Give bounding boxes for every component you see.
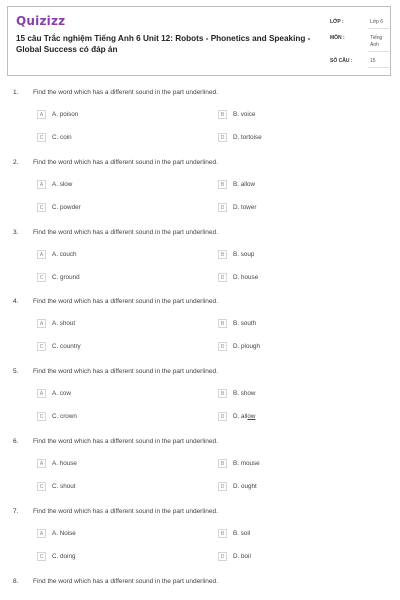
option-letter-box[interactable]: A xyxy=(37,529,46,538)
option-letter-box[interactable]: D xyxy=(218,273,227,282)
option-text: C. crown xyxy=(52,413,77,420)
option-letter-box[interactable]: C xyxy=(37,412,46,421)
option-letter-box[interactable]: A xyxy=(37,180,46,189)
option-text: D. plough xyxy=(233,343,260,350)
option-text: C. shout xyxy=(52,483,76,490)
worksheet-meta xyxy=(330,13,392,73)
option-text: B. soup xyxy=(233,251,255,258)
option-letter-box[interactable]: D xyxy=(218,552,227,561)
option-text: C. doing xyxy=(52,553,76,560)
question-number: 4. xyxy=(13,298,19,305)
question-text: Find the word which has a different sound in the part underlined. xyxy=(33,578,218,585)
question-number: 1. xyxy=(13,89,19,96)
option-text: D. tortoise xyxy=(233,134,262,141)
option-letter-box[interactable]: C xyxy=(37,342,46,351)
option-text: C. powder xyxy=(52,204,81,211)
option-letter-box[interactable]: A xyxy=(37,389,46,398)
option-letter-box[interactable]: D xyxy=(218,412,227,421)
worksheet-title: 15 câu Trắc nghiệm Tiếng Anh 6 Unit 12: Robots - Phonetics and Speaking - Global Success có đáp án xyxy=(16,34,311,54)
option-letter-box[interactable]: D xyxy=(218,203,227,212)
question-text: Find the word which has a different sound in the part underlined. xyxy=(33,368,218,375)
meta-divider xyxy=(368,28,390,29)
option-text: C. coin xyxy=(52,134,72,141)
option-text: A. shout xyxy=(52,320,76,327)
question-text: Find the word which has a different sound in the part underlined. xyxy=(33,89,218,96)
option-letter-box[interactable]: C xyxy=(37,482,46,491)
option-letter-box[interactable]: C xyxy=(37,203,46,212)
option-text: D. boil xyxy=(233,553,251,560)
meta-value-class: Lớp 6 xyxy=(370,19,384,25)
option-letter-box[interactable]: C xyxy=(37,552,46,561)
meta-divider xyxy=(368,51,390,52)
option-letter-box[interactable]: B xyxy=(218,250,227,259)
option-text: A. Noise xyxy=(52,530,76,537)
option-letter-box[interactable]: A xyxy=(37,250,46,259)
option-text: D. house xyxy=(233,274,259,281)
option-letter-box[interactable]: B xyxy=(218,529,227,538)
option-letter-box[interactable]: A xyxy=(37,110,46,119)
meta-value-subject: Tiếng Anh xyxy=(370,35,383,48)
option-text: A. slow xyxy=(52,181,73,188)
option-text: A. cow xyxy=(52,390,71,397)
option-text: B. voice xyxy=(233,111,256,118)
meta-label-count: SỐ CÂU : xyxy=(330,58,353,64)
question-number: 7. xyxy=(13,508,19,515)
question-number: 2. xyxy=(13,159,19,166)
option-text: A. poison xyxy=(52,111,79,118)
question-number: 8. xyxy=(13,578,19,585)
option-letter-box[interactable]: C xyxy=(37,133,46,142)
option-letter-box[interactable]: B xyxy=(218,319,227,328)
question-text: Find the word which has a different sound in the part underlined. xyxy=(33,229,218,236)
meta-label-class: LỚP : xyxy=(330,19,344,25)
option-text: A. house xyxy=(52,460,77,467)
option-text: D. ought xyxy=(233,483,257,490)
question-text: Find the word which has a different sound in the part underlined. xyxy=(33,159,218,166)
question-text: Find the word which has a different sound in the part underlined. xyxy=(33,438,218,445)
option-letter-box[interactable]: B xyxy=(218,180,227,189)
option-text: B. soil xyxy=(233,530,251,537)
question-text: Find the word which has a different sound in the part underlined. xyxy=(33,508,218,515)
option-text: C. ground xyxy=(52,274,80,281)
option-text: B. mouse xyxy=(233,460,260,467)
option-letter-box[interactable]: B xyxy=(218,389,227,398)
meta-divider xyxy=(368,67,390,68)
worksheet-header xyxy=(7,6,391,76)
meta-label-subject: MÔN : xyxy=(330,35,345,41)
option-letter-box[interactable]: A xyxy=(37,319,46,328)
option-letter-box[interactable]: A xyxy=(37,459,46,468)
option-letter-box[interactable]: D xyxy=(218,342,227,351)
option-text: B. south xyxy=(233,320,257,327)
option-letter-box[interactable]: C xyxy=(37,273,46,282)
option-letter-box[interactable]: B xyxy=(218,459,227,468)
option-text: D. tower xyxy=(233,204,257,211)
meta-value-count: 15 xyxy=(370,58,376,64)
option-text: C. country xyxy=(52,343,81,350)
question-text: Find the word which has a different sound in the part underlined. xyxy=(33,298,218,305)
question-number: 6. xyxy=(13,438,19,445)
option-text: D. allow xyxy=(233,413,256,420)
option-letter-box[interactable]: B xyxy=(218,110,227,119)
option-letter-box[interactable]: D xyxy=(218,482,227,491)
question-number: 3. xyxy=(13,229,19,236)
question-number: 5. xyxy=(13,368,19,375)
option-text: A. couch xyxy=(52,251,77,258)
option-text: B. allow xyxy=(233,181,256,188)
option-text: B. show xyxy=(233,390,256,397)
option-letter-box[interactable]: D xyxy=(218,133,227,142)
quizizz-logo[interactable]: Quizizz xyxy=(16,14,66,28)
